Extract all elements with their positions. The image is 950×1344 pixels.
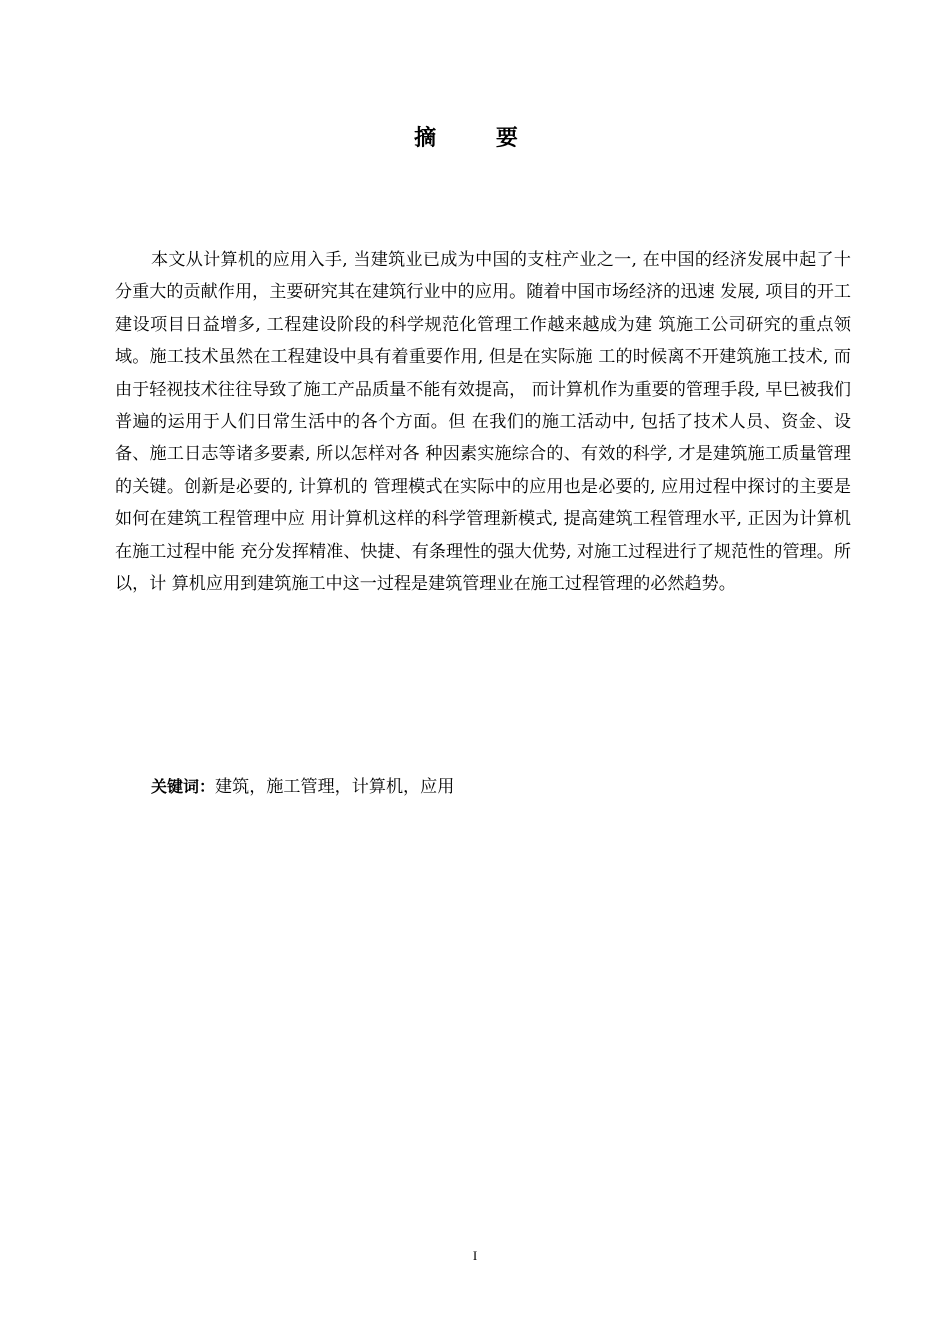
keywords-value: 建筑，施工管理，计算机，应用 <box>215 777 455 797</box>
page-number: I <box>472 1248 478 1263</box>
page-title: 摘 要 <box>414 126 544 151</box>
keywords-line <box>151 771 851 803</box>
abstract-paragraph: 本文从计算机的应用入手, 当建筑业已成为中国的支柱产业之一, 在中国的经济发展中起了十分重大的贡献作用，主要研究其在建筑行业中的应用。随着中国市场经济的迅速 发展, 项目的开工建设项目日益增多, 工程建设阶段的科学规范化管理工作越来越成为建 筑施工公司研究的重点领域。施工技术虽然在工程建设中具有着重要作用, 但是在实际施 工的时候离不开建筑施工技术, 而由于轻视技术往往导致了施工产品质量不能有效提高， 而计算机作为重要的管理手段, 早巳被我们普遍的运用于人们日常生活中的各个方面。但 在我们的施工活动中, 包括了技术人员、资金、设备、施工日志等诸多要素, 所以怎样对各 种因素实施综合的、有效的科学, 才是建筑施工质量管理的关键。创新是必要的, 计算机的 管理模式在实际中的应用也是必要的, 应用过程中探讨的主要是如何在建筑工程管理中应 用计算机这样的科学管理新模式, 提高建筑工程管理水平, 正因为计算机在施工过程中能 充分发挥精准、快捷、有条理性的强大优势, 对施工过程进行了规范性的管理。所以，计 算机应用到建筑施工中这一过程是建筑管理业在施工过程管理的必然趋势。 <box>115 250 852 595</box>
keywords-label: 关键词： <box>151 777 216 796</box>
